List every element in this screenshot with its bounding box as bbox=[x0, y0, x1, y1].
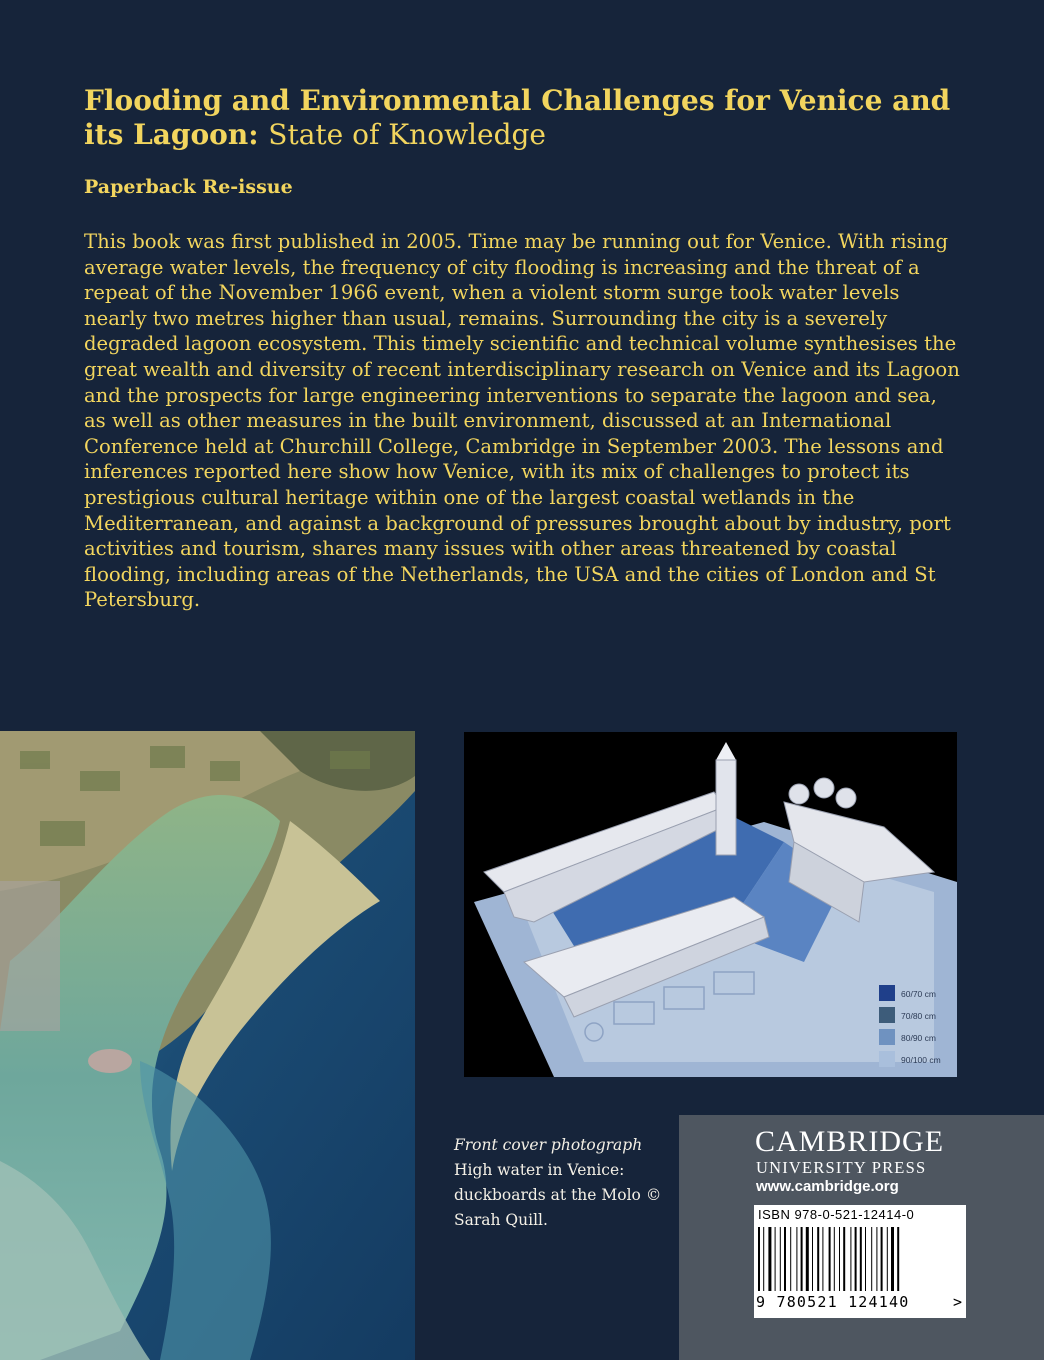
barcode-bar bbox=[876, 1227, 877, 1291]
barcode-bar bbox=[834, 1227, 835, 1291]
isbn-barcode bbox=[754, 1205, 966, 1318]
barcode-digits: 9 780521 124140 bbox=[756, 1293, 910, 1311]
barcode-bar bbox=[775, 1227, 776, 1291]
book-title bbox=[84, 84, 964, 152]
barcode-bar bbox=[865, 1227, 866, 1291]
legend-label-2: 80/90 cm bbox=[901, 1033, 936, 1043]
barcode-bar bbox=[806, 1227, 809, 1291]
barcode-bar bbox=[855, 1227, 857, 1291]
barcode-bars bbox=[758, 1227, 962, 1291]
barcode-bar bbox=[891, 1227, 894, 1291]
title-sub: State of Knowledge bbox=[268, 118, 546, 151]
barcode-bar bbox=[817, 1227, 819, 1291]
barcode-bar bbox=[897, 1227, 899, 1291]
book-description: This book was first published in 2005. Time may be running out for Venice. With rising average water levels, the frequency of city flooding is increasing and the threat of a repeat of the November 1966 event, when a violent storm surge took water levels nearly two metres higher than usual, remains. Surrounding the city is a severely degraded lagoon ecosystem. This timely scientific and technical volume synthesises the great wealth and diversity of recent interdisciplinary research on Venice and its Lagoon and the prospects for large engineering interventions to separate the lagoon and sea, as well as other measures in the built environment, discussed at an International Conference held at Churchill College, Cambridge in September 2003. The lessons and inferences reported here show how Venice, with its mix of challenges to protect its prestigious cultural heritage within one of the largest coastal wetlands in the Mediterranean, and against a background of pressures brought about by industry, port activities and tourism, shares many issues with other areas threatened by coastal flooding, including areas of the Netherlands, the USA and the cities of London and St Petersburg. bbox=[84, 230, 960, 612]
lagoon-satellite-image bbox=[0, 731, 415, 1360]
barcode-bar bbox=[881, 1227, 883, 1291]
barcode-bar bbox=[839, 1227, 840, 1291]
caption-text: High water in Venice: duckboards at the Molo © Sarah Quill. bbox=[454, 1161, 662, 1229]
legend-label-3: 90/100 cm bbox=[901, 1055, 941, 1065]
title-main: Flooding and Environmental Challenges for Venice and its Lagoon: bbox=[84, 84, 951, 151]
barcode-bar bbox=[784, 1227, 786, 1291]
cover-photo-caption bbox=[454, 1133, 664, 1233]
barcode-bar bbox=[871, 1227, 872, 1291]
barcode-bar bbox=[790, 1227, 791, 1291]
barcode-bar bbox=[822, 1227, 823, 1291]
barcode-bar bbox=[780, 1227, 781, 1291]
barcode-bar bbox=[758, 1227, 760, 1291]
legend-label-1: 70/80 cm bbox=[901, 1011, 936, 1021]
barcode-arrow: > bbox=[952, 1293, 962, 1311]
barcode-bar bbox=[829, 1227, 831, 1291]
barcode-bar bbox=[812, 1227, 813, 1291]
publisher-name: CAMBRIDGE bbox=[755, 1125, 945, 1158]
edition-label: Paperback Re-issue bbox=[84, 176, 293, 198]
barcode-bar bbox=[801, 1227, 803, 1291]
publisher-subtitle: UNIVERSITY PRESS bbox=[756, 1158, 927, 1177]
venice-flood-illustration bbox=[464, 732, 957, 1077]
publisher-block bbox=[679, 1115, 1044, 1360]
barcode-bar bbox=[843, 1227, 845, 1291]
isbn-label: ISBN 978-0-521-12414-0 bbox=[758, 1207, 915, 1222]
publisher-url[interactable]: www.cambridge.org bbox=[756, 1178, 899, 1195]
barcode-bar bbox=[887, 1227, 888, 1291]
barcode-bar bbox=[860, 1227, 862, 1291]
caption-label: Front cover photograph bbox=[454, 1136, 643, 1154]
barcode-bar bbox=[768, 1227, 771, 1291]
barcode-bar bbox=[850, 1227, 851, 1291]
barcode-bar bbox=[763, 1227, 764, 1291]
legend-label-0: 60/70 cm bbox=[901, 989, 936, 999]
barcode-bar bbox=[796, 1227, 797, 1291]
